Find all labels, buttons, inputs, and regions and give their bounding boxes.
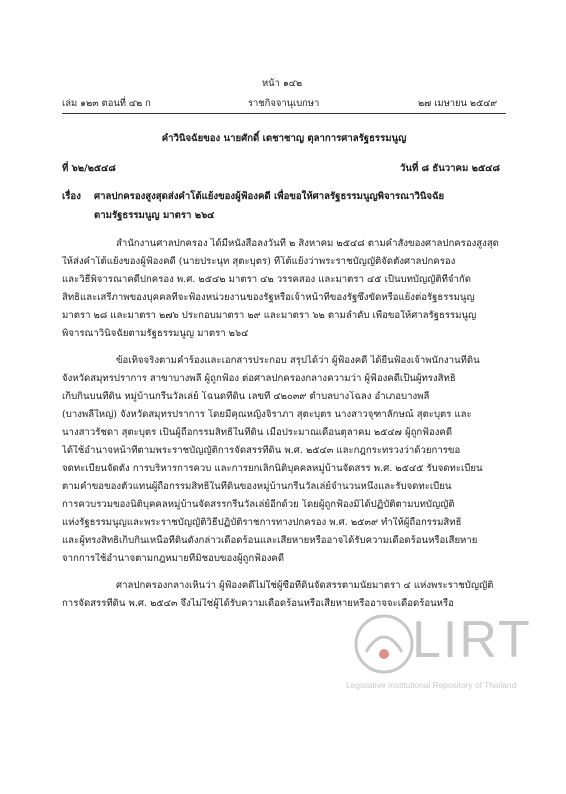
paragraph-line: ตามคำขอของตัวแทนผู้ถือกรรมสิทธิ์ในที่ดินของหมู่บ้านกรีนวัลเล่ย์จำนวนหนึ่งและรับจดทะเบียน — [62, 481, 452, 492]
paragraph-line: จดทะเบียนจัดตั้ง การบริหารการควบ และการยกเลิกนิติบุคคลหมู่บ้านจัดสรร พ.ศ. ๒๕๔๕ รับจดทะเบียน — [62, 463, 483, 474]
watermark-logo-text: LIRT — [412, 611, 532, 669]
paragraph-line: จังหวัดสมุทรปราการ สาขาบางพลี ผู้ถูกฟ้อง ต่อศาลปกครองกลางความว่า ผู้ฟ้องคดีเป็นผู้ทรงสิทธิ — [62, 373, 456, 384]
gazette-name: ราชกิจจานุเบกษา — [248, 98, 320, 109]
opinion-title: คำวินิจฉัยของ นายศักดิ์ เตชาชาญ ตุลาการศาลรัฐธรรมนูญ — [161, 133, 407, 144]
volume-info: เล่ม ๑๒๓ ตอนที่ ๔๒ ก — [62, 98, 151, 109]
seal-logo-icon — [352, 612, 416, 676]
decision-date: วันที่ ๘ ธันวาคม ๒๕๔๘ — [400, 163, 500, 174]
paragraph-line: ข้อเท็จจริงตามคำร้องและเอกสารประกอบ สรุปได้ว่า ผู้ฟ้องคดี ได้ยื่นฟ้องเจ้าพนักงานที่ดิน — [116, 355, 480, 366]
paragraph-line: การจัดสรรที่ดิน พ.ศ. ๒๕๔๓ จึงไม่ใช่ผู้ได้รับความเดือดร้อนหรือเสียหายหรืออาจจะเดือดร้อนหรือ — [62, 598, 454, 609]
subject-line: ตามรัฐธรรมนูญ มาตรา ๒๖๔ — [94, 210, 215, 221]
paragraph-line: แห่งรัฐธรรมนูญและพระราชบัญญัติวิธีปฏิบัติราชการทางปกครอง พ.ศ. ๒๕๓๙ ทำให้ผู้ถือกรรมสิทธิ์ — [62, 517, 462, 528]
paragraph-line: จากการใช้อำนาจตามกฎหมายที่มิชอบของผู้ถูกฟ้องคดี — [62, 553, 285, 564]
gazette-date: ๒๗ เมษายน ๒๕๔๙ — [418, 98, 498, 109]
subject-line: ศาลปกครองสูงสุดส่งคำโต้แย้งของผู้ฟ้องคดี เพื่อขอให้ศาลรัฐธรรมนูญพิจารณาวินิจฉัย — [94, 191, 445, 202]
paragraph-line: สิทธิและเสรีภาพของบุคคลที่จะฟ้องหน่วยงานของรัฐหรือเจ้าหน้าที่ของรัฐซึ่งขัดหรือแย้งต่อรัฐธรรมนูญ — [62, 292, 475, 303]
subject-label: เรื่อง — [62, 191, 81, 202]
paragraph-line: พิจารณาวินิจฉัยตามรัฐธรรมนูญ มาตรา ๒๖๔ — [62, 328, 249, 339]
paragraph-line: และผู้ทรงสิทธิเก็บกินเหนือที่ดินดังกล่าวเดือดร้อนและเสียหายหรืออาจได้รับความเดือดร้อนหรือเสียหาย — [62, 535, 478, 546]
paragraph-line: นางสาวรัชดา สุตะบุตร เป็นผู้ถือกรรมสิทธิ์ในที่ดิน เมื่อประมาณเดือนตุลาคม ๒๕๔๗ ผู้ถูกฟ้องคดี — [62, 427, 453, 438]
paragraph-line: สำนักงานศาลปกครอง ได้มีหนังสือลงวันที่ ๒ สิงหาคม ๒๕๔๘ ตามคำสั่งของศาลปกครองสูงสุด — [116, 238, 499, 249]
paragraph-line: การควบรวมของนิติบุคคลหมู่บ้านจัดสรรกรีนวัลเล่ย์อีกด้วย โดยผู้ถูกฟ้องมิได้ปฏิบัติตามบทบัญญัติ — [62, 499, 455, 510]
paragraph-line: ให้ส่งคำโต้แย้งของผู้ฟ้องคดี (นายประนุท สุตะบุตร) ที่โต้แย้งว่าพระราชบัญญัติจัดตั้งศาลปกครอง — [62, 256, 456, 267]
decision-number: ที่ ๖๒/๒๕๔๘ — [62, 163, 116, 174]
page-number: หน้า ๑๔๒ — [262, 78, 303, 89]
paragraph-line: (บางพลีใหญ่) จังหวัดสมุทรปราการ โดยมีคุณหญิงจิราภา สุตะบุตร นางสาวจุฑาลักษณ์ สุตะบุตร และ — [62, 409, 472, 420]
lirt-watermark — [346, 598, 532, 708]
watermark-caption: Legislative Institutional Repository of Thailand — [346, 680, 517, 690]
paragraph-line: ได้ใช้อำนาจหน้าที่ตามพระราชบัญญัติการจัดสรรที่ดิน พ.ศ. ๒๕๔๓ และกฎกระทรวงว่าด้วยการขอ — [62, 445, 461, 456]
paragraph-line: ศาลปกครองกลางเห็นว่า ผู้ฟ้องคดีไม่ใช่ผู้ซื้อที่ดินจัดสรรตามนัยมาตรา ๔ แห่งพระราชบัญญัติ — [116, 580, 494, 591]
header-rule — [62, 113, 506, 114]
paragraph-line: มาตรา ๒๘ และมาตรา ๒๗๖ ประกอบมาตรา ๒๙ และมาตรา ๖๒ ตามลำดับ เพื่อขอให้ศาลรัฐธรรมนูญ — [62, 310, 477, 321]
paragraph-line: และวิธีพิจารณาคดีปกครอง พ.ศ. ๒๕๔๒ มาตรา ๔๒ วรรคสอง และมาตรา ๔๕ เป็นบทบัญญัติที่จำกัด — [62, 274, 471, 285]
paragraph-line: เก็บกินบนที่ดิน หมู่บ้านกรีนวัลเล่ย์ โฉนดที่ดิน เลขที่ ๔๒๐๓๙ ตำบลบางโฉลง อำเภอบางพลี — [62, 391, 430, 402]
